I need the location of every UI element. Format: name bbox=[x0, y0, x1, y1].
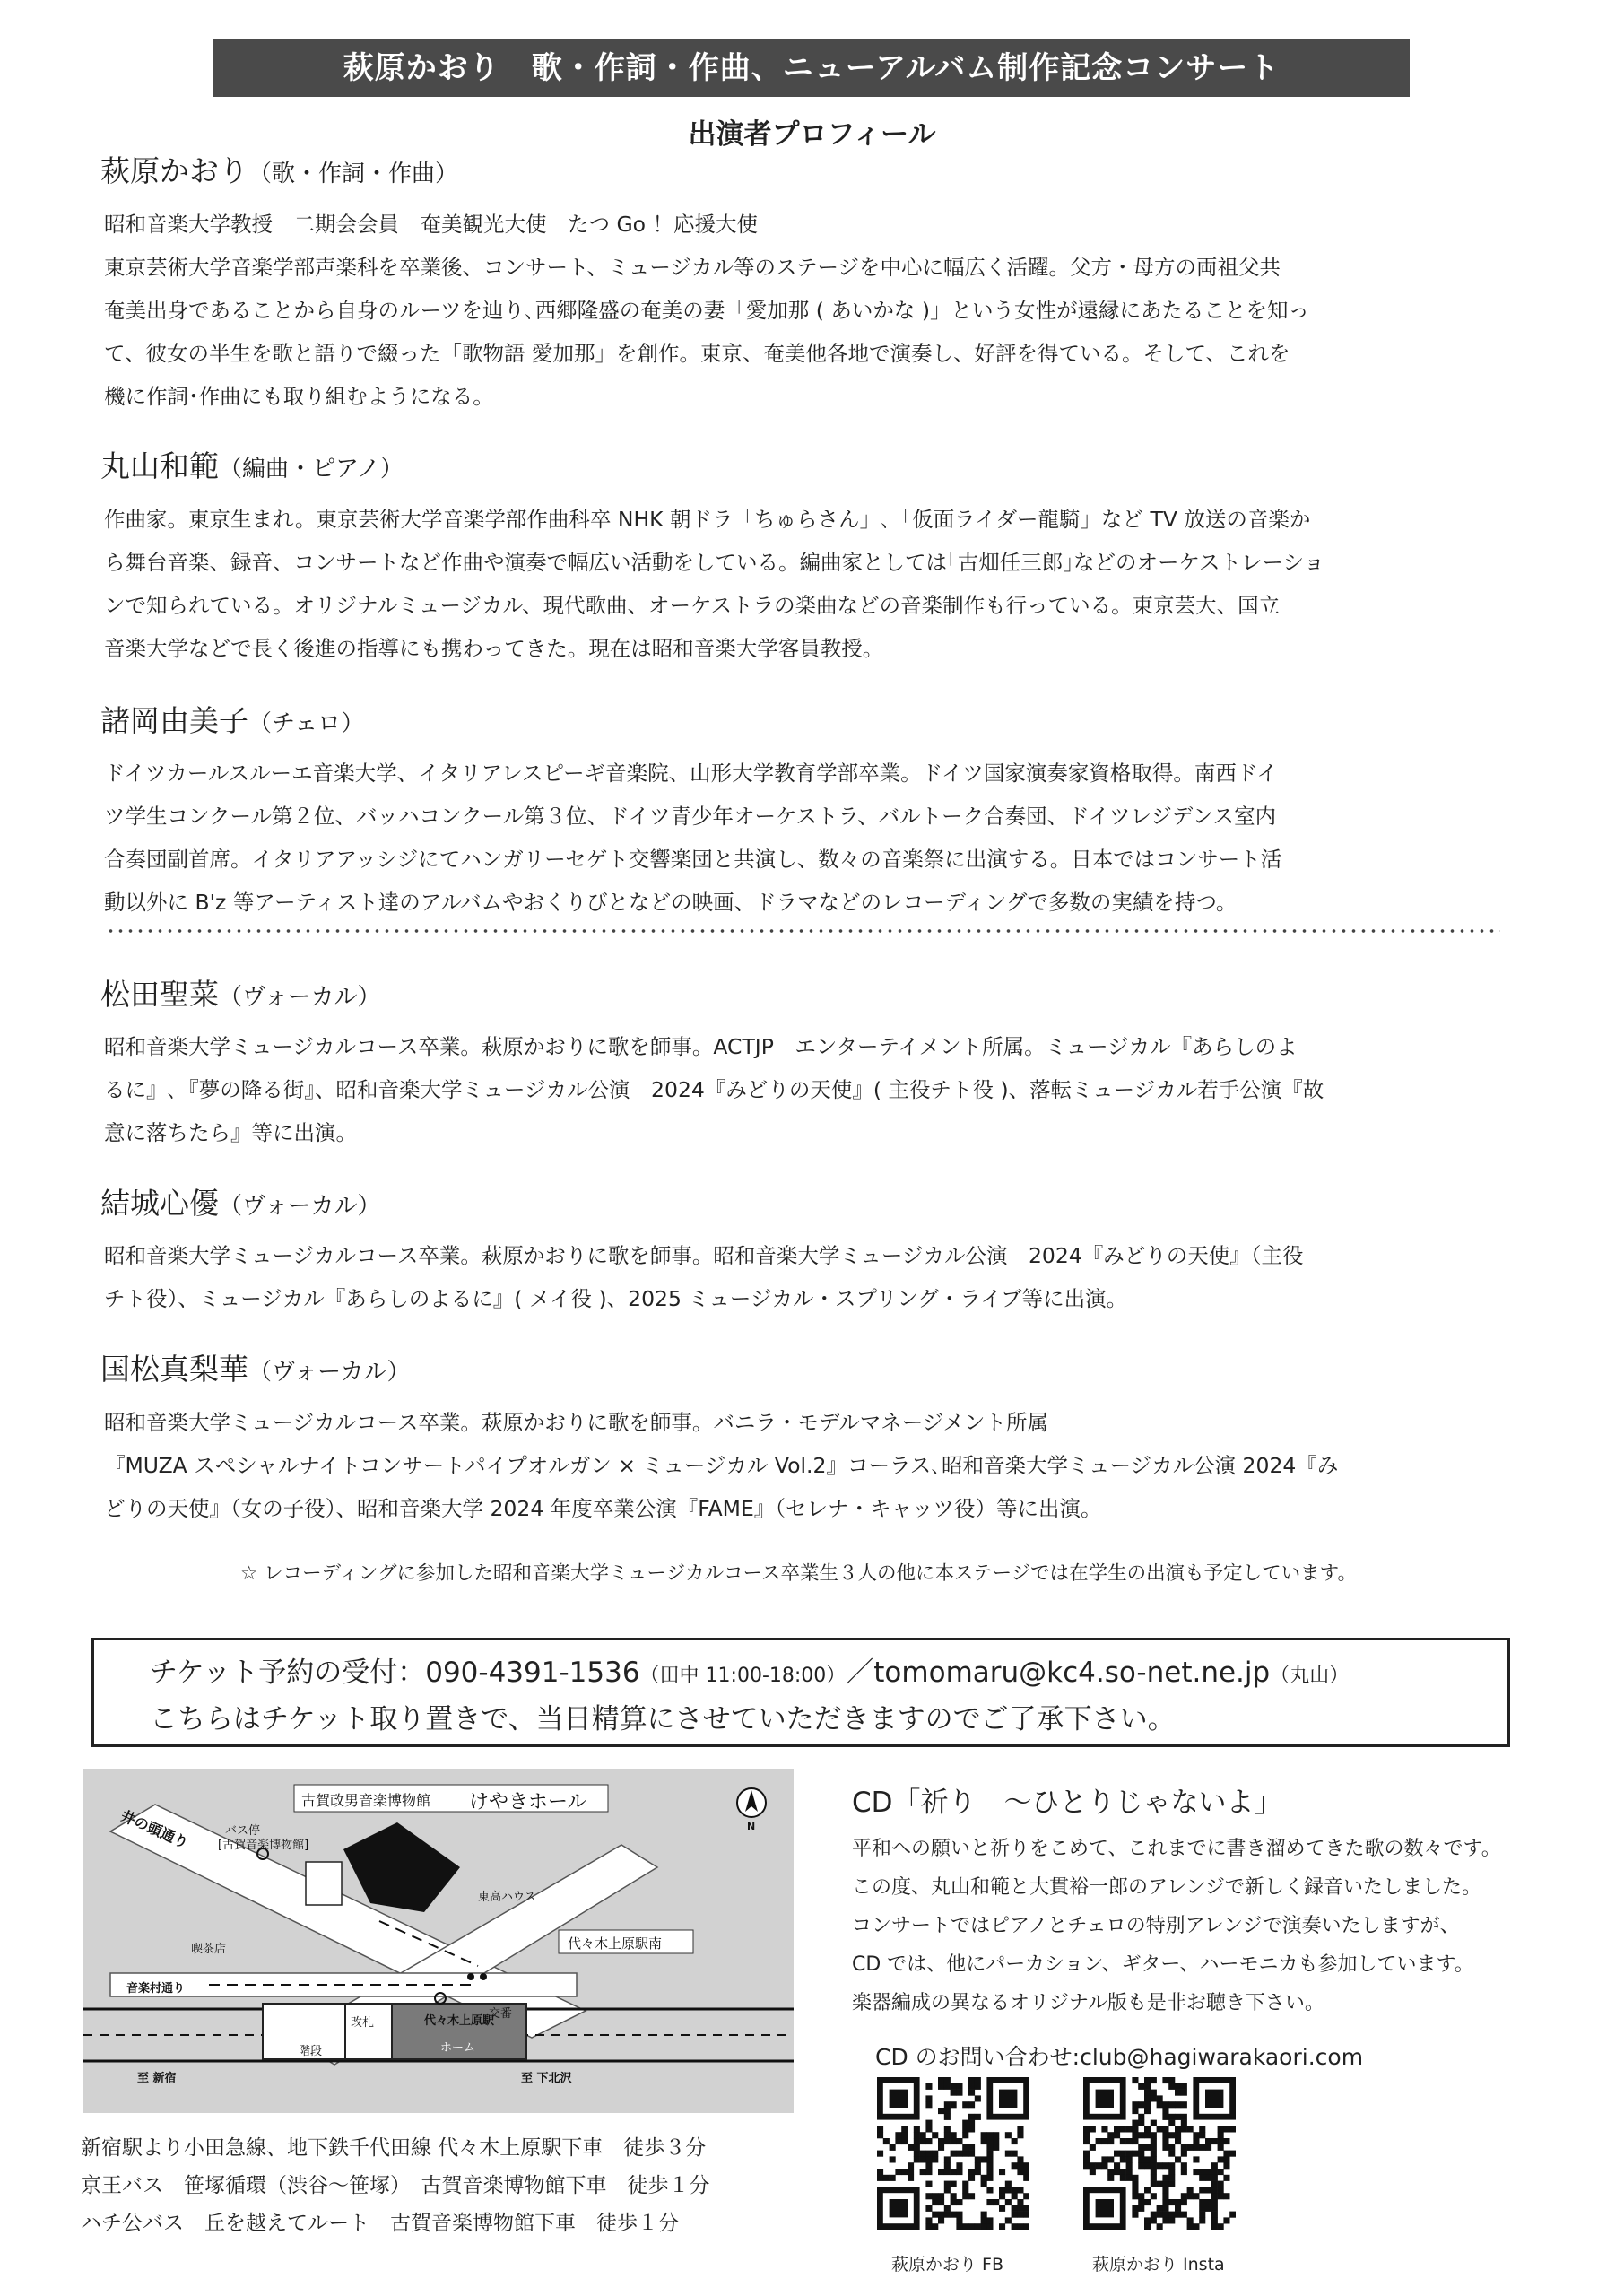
cd-contact[interactable]: CD のお問い合わせ:club@hagiwarakaori.com bbox=[875, 2044, 1364, 2070]
map-home-label: ホーム bbox=[440, 2041, 476, 2055]
access-line: 新宿駅より小田急線、地下鉄千代田線 代々木上原駅下車 徒歩３分 bbox=[81, 2136, 707, 2160]
qr-code-insta[interactable] bbox=[1083, 2077, 1236, 2230]
ticket-email[interactable]: tomomaru@kc4.so-net.ne.jp bbox=[873, 1657, 1271, 1689]
dotted-divider bbox=[106, 927, 1500, 935]
map-station-label: 代々木上原駅 bbox=[424, 2014, 495, 2028]
cd-description-line: CD では、他にパーカション、ギター、ハーモニカも参加しています。 bbox=[852, 1953, 1474, 1976]
performer-bio: 作曲家。東京生まれ。東京芸術大学音楽学部作曲科卒 NHK 朝ドラ「ちゅらさん」､「仮面ライダー龍騎」など TV 放送の音楽か ら舞台音楽、録音、コンサートなど作曲や演奏で幅広い活動をしている。編曲家としては｢古畑任三郎｣などのオーケストレーショ ンで知られている。オリジナルミュージカル、現代歌曲、オーケストラの楽曲などの音楽制作も行っている。東京芸大、国立 音楽大学などで長く後進の指導にも携わってきた。現在は昭和音楽大学客員教授。 bbox=[104, 507, 1325, 661]
cd-title: CD「祈り ～ひとりじゃないよ」 bbox=[852, 1787, 1282, 1819]
map-station-south-label: 代々木上原駅南 bbox=[568, 1935, 663, 1952]
map-graphic bbox=[83, 1769, 794, 2113]
performer-bio: 昭和音楽大学ミュージカルコース卒業。萩原かおりに歌を師事。バニラ・モデルマネージメント所属 『MUZA スペシャルナイトコンサートパイプオルガン × ミュージカル Vol.2』コーラス､昭和音楽大学ミュージカル公演 2024『み どりの天使』（女の子役）、昭和音楽大学 2024 年度卒業公演『FAME』（セレナ・キャッツ役）等に出演。 bbox=[104, 1410, 1339, 1521]
map-to-shinjuku: 至 新宿 bbox=[137, 2072, 177, 2085]
access-map bbox=[83, 1769, 794, 2113]
map-kaidan-label: 階段 bbox=[299, 2045, 323, 2058]
map-north-label: N bbox=[747, 1821, 756, 1832]
performer-name: 諸岡由美子（チェロ） bbox=[100, 703, 365, 738]
map-ongakumura-label: 音楽村通り bbox=[126, 1982, 186, 1996]
map-busstop-name: [古賀音楽博物館] bbox=[218, 1839, 309, 1852]
qr-code-fb[interactable] bbox=[877, 2077, 1029, 2230]
performer-bio: ドイツカールスルーエ音楽大学、イタリアレスピーギ音楽院、山形大学教育学部卒業。ドイツ国家演奏家資格取得。南西ドイ ツ学生コンクール第２位、バッハコンクール第３位、ドイツ青少年オーケストラ、バルトーク合奏団、ドイツレジデンス室内 合奏団副首席。イタリアアッシジにてハンガリーセゲト交響楽団と共演し、数々の音楽祭に出演する。日本ではコンサート活 動以外に B'z 等アーティスト達のアルバムやおくりびとなどの映画、ドラマなどのレコーディングで多数の実績を持つ。 bbox=[104, 761, 1282, 915]
access-line: 京王バス 笹塚循環（渋谷～笹塚） 古賀音楽博物館下車 徒歩１分 bbox=[81, 2174, 710, 2197]
map-hall-label: けやきホール bbox=[469, 1791, 587, 1813]
map-kaisatsu-label: 改札 bbox=[351, 2016, 375, 2030]
ticket-line-1: チケット予約の受付：090-4391-1536（田中 11:00-18:00）／tomomaru@kc4.so-net.ne.jp（丸山） bbox=[150, 1657, 1350, 1689]
map-busstop-label: バス停 bbox=[225, 1824, 261, 1838]
footnote: ☆ レコーディングに参加した昭和音楽大学ミュージカルコース卒業生３人の他に本ステージでは在学生の出演も予定しています。 bbox=[240, 1562, 1357, 1585]
cd-description-line: 楽器編成の異なるオリジナル版も是非お聴き下さい。 bbox=[852, 1992, 1324, 2014]
cd-description-line: コンサートではピアノとチェロの特別アレンジで演奏いたしますが、 bbox=[852, 1915, 1460, 1937]
cd-description-line: 平和への願いと祈りをこめて、これまでに書き溜めてきた歌の数々です。 bbox=[852, 1838, 1501, 1860]
qr-caption-insta: 萩原かおり Insta bbox=[1092, 2255, 1225, 2274]
performer-bio: 昭和音楽大学ミュージカルコース卒業。萩原かおりに歌を師事。昭和音楽大学ミュージカル公演 2024『みどりの天使』（主役 チト役）、ミュージカル『あらしのよるに』( メイ役 )、2025 ミュージカル・スプリング・ライブ等に出演。 bbox=[104, 1243, 1304, 1311]
ticket-line-2: こちらはチケット取り置きで、当日精算にさせていただきますのでご了承下さい。 bbox=[150, 1703, 1176, 1735]
performer-bio: 昭和音楽大学ミュージカルコース卒業。萩原かおりに歌を師事。ACTJP エンターテイメント所属。ミュージカル『あらしのよ るに』､『夢の降る街』、昭和音楽大学ミュージカル公演 2024『みどりの天使』( 主役チト役 )、落転ミュージカル若手公演『故 意に落ちたら』等に出演。 bbox=[104, 1034, 1324, 1145]
map-inokashira-label: 井の頭通り bbox=[118, 1806, 191, 1852]
map-museum-label: 古賀政男音楽博物館 bbox=[301, 1792, 431, 1809]
performer-name: 丸山和範（編曲・ピアノ） bbox=[100, 448, 404, 483]
map-koban-label: 交番 bbox=[489, 2007, 513, 2021]
cd-description-line: この度、丸山和範と大貫裕一郎のアレンジで新しく録音いたしました。 bbox=[852, 1876, 1482, 1899]
map-tokai-label: 東高ハウス bbox=[478, 1891, 536, 1904]
performer-bio: 昭和音楽大学教授 二期会会員 奄美観光大使 たつ Go ！応援大使 東京芸術大学音楽学部声楽科を卒業後、コンサート、ミュージカル等のステージを中心に幅広く活躍。父方・母方の両祖父共 奄美出身であることから自身のルーツを辿り､西郷隆盛の奄美の妻「愛加那 ( あいかな )」という女性が遠縁にあたることを知っ て、彼女の半生を歌と語りで綴った「歌物語 愛加那」を創作。東京、奄美他各地で演奏し、好評を得ている。そして、これを 機に作詞･作曲にも取り組むようになる。 bbox=[104, 212, 1310, 409]
ticket-phone[interactable]: 090-4391-1536 bbox=[425, 1657, 640, 1689]
performer-name: 結城心優（ヴォーカル） bbox=[100, 1186, 381, 1221]
ticket-info-box bbox=[91, 1638, 1510, 1747]
section-title: 出演者プロフィール bbox=[688, 118, 936, 151]
concert-title-banner: 萩原かおり 歌・作詞・作曲、ニューアルバム制作記念コンサート bbox=[213, 39, 1410, 97]
performer-name: 萩原かおり（歌・作詞・作曲） bbox=[100, 153, 459, 188]
performer-name: 松田聖菜（ヴォーカル） bbox=[100, 977, 381, 1012]
qr-caption-fb: 萩原かおり FB bbox=[891, 2255, 1004, 2274]
access-line: ハチ公バス 丘を越えてルート 古賀音楽博物館下車 徒歩１分 bbox=[81, 2212, 679, 2235]
performer-name: 国松真梨華（ヴォーカル） bbox=[100, 1352, 411, 1387]
map-cafe-label: 喫茶店 bbox=[191, 1943, 227, 1956]
map-to-shimokita: 至 下北沢 bbox=[521, 2072, 572, 2085]
